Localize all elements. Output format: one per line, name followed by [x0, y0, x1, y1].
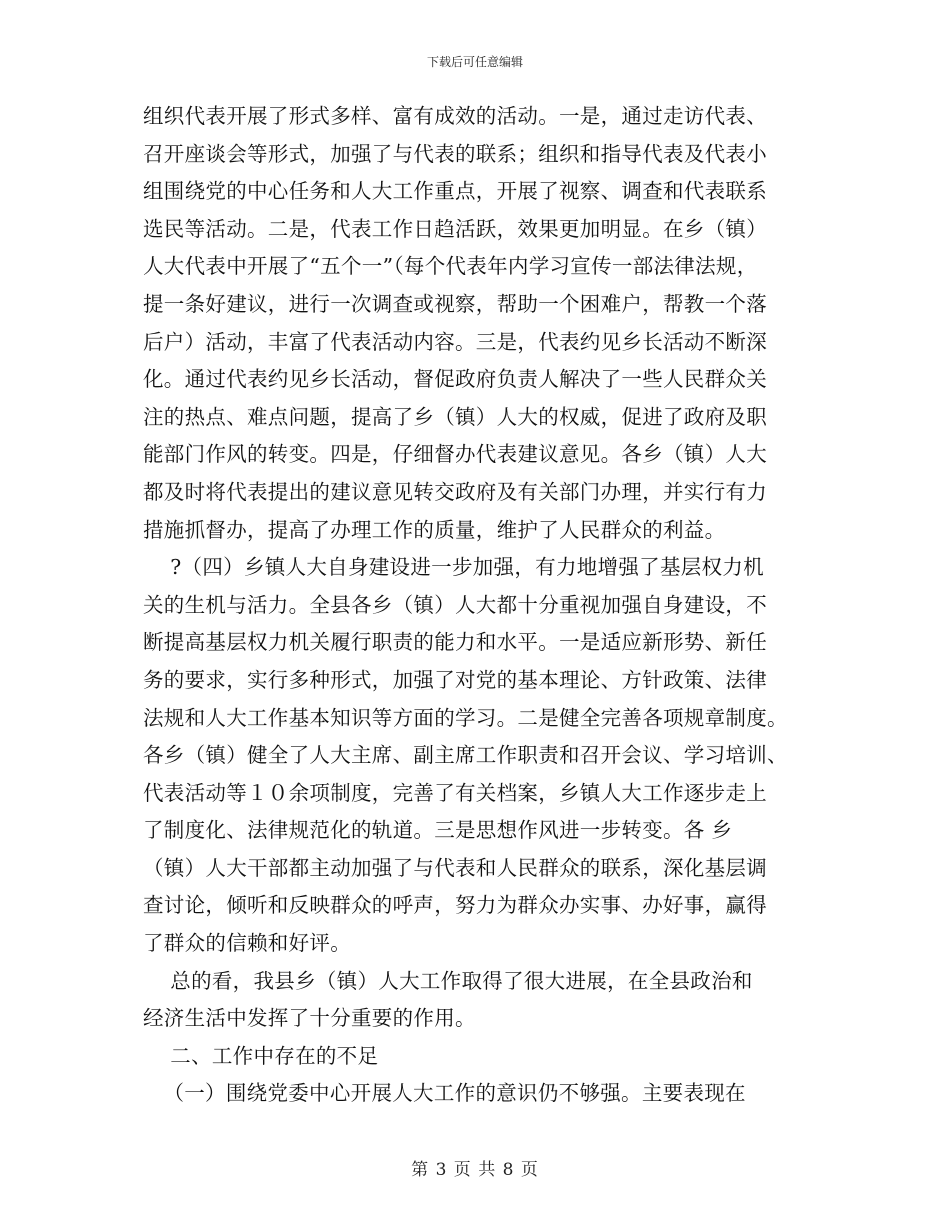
text-line: （镇）人大干部都主动加强了与代表和人民群众的联系，深化基层调: [143, 855, 767, 880]
text-line: 了群众的信赖和好评。: [143, 931, 351, 956]
text-line: 断提高基层权力机关履行职责的能力和水平。一是适应新形势、新任: [143, 630, 767, 655]
text-line: 能部门作风的转变。四是，仔细督办代表建议意见。各乡（镇）人大: [143, 442, 767, 467]
text-line: 人大代表中开展了“五个一”（每个代表年内学习宣传一部法律法规，: [143, 254, 758, 279]
text-line: 总的看，我县乡（镇）人大工作取得了很大进展，在全县政治和: [143, 968, 753, 993]
text-line: 选民等活动。二是，代表工作日趋活跃，效果更加明显。在乡（镇）: [143, 216, 767, 241]
text-line: 查讨论，倾听和反映群众的呼声，努力为群众办实事、办好事，赢得: [143, 893, 767, 918]
text-line: （一）围绕党委中心开展人大工作的意识仍不够强。主要表现在: [143, 1081, 746, 1106]
text-line: 都及时将代表提出的建议意见转交政府及有关部门办理，并实行有力: [143, 479, 767, 504]
text-line: 提一条好建议，进行一次调查或视察，帮助一个困难户，帮教一个落: [143, 291, 767, 316]
text-line: 组织代表开展了形式多样、富有成效的活动。一是，通过走访代表、: [143, 104, 767, 128]
text-line: 法规和人大工作基本知识等方面的学习。二是健全完善各项规章制度。: [143, 705, 788, 730]
text-line: 注的热点、难点问题，提高了乡（镇）人大的权威，促进了政府及职: [143, 404, 767, 429]
text-line: 经济生活中发挥了十分重要的作用。: [143, 1006, 476, 1031]
text-line: 务的要求，实行多种形式，加强了对党的基本理论、方针政策、法律: [143, 667, 767, 692]
page-number-footer: 第 3 页 共 8 页: [411, 1160, 539, 1180]
document-body: [143, 98, 805, 1113]
text-line: 组围绕党的中心任务和人大工作重点，开展了视察、调查和代表联系: [143, 179, 767, 204]
text-line: 化。通过代表约见乡长活动，督促政府负责人解决了一些人民群众关: [143, 367, 767, 392]
text-line: 措施抓督办，提高了办理工作的质量，维护了人民群众的利益。: [143, 517, 726, 542]
text-line: 后户）活动，丰富了代表活动内容。三是，代表约见乡长活动不断深: [143, 329, 767, 354]
section-heading: 二、工作中存在的不足: [143, 1043, 379, 1068]
text-line: 召开座谈会等形式，加强了与代表的联系；组织和指导代表及代表小: [143, 141, 767, 166]
page-header: 下载后可任意编辑: [426, 55, 523, 69]
text-line: 了制度化、法律规范化的轨道。三是思想作风进一步转变。各 乡: [143, 818, 733, 843]
text-line: ?（四）乡镇人大自身建设进一步加强，有力地增强了基层权力机: [143, 555, 764, 580]
text-line: 各乡（镇）健全了人大主席、副主席工作职责和召开会议、学习培训、: [143, 743, 788, 768]
text-line: 关的生机与活力。全县各乡（镇）人大都十分重视加强自身建设，不: [143, 592, 767, 617]
text-line: 代表活动等１０余项制度，完善了有关档案，乡镇人大工作逐步走上: [143, 780, 767, 805]
